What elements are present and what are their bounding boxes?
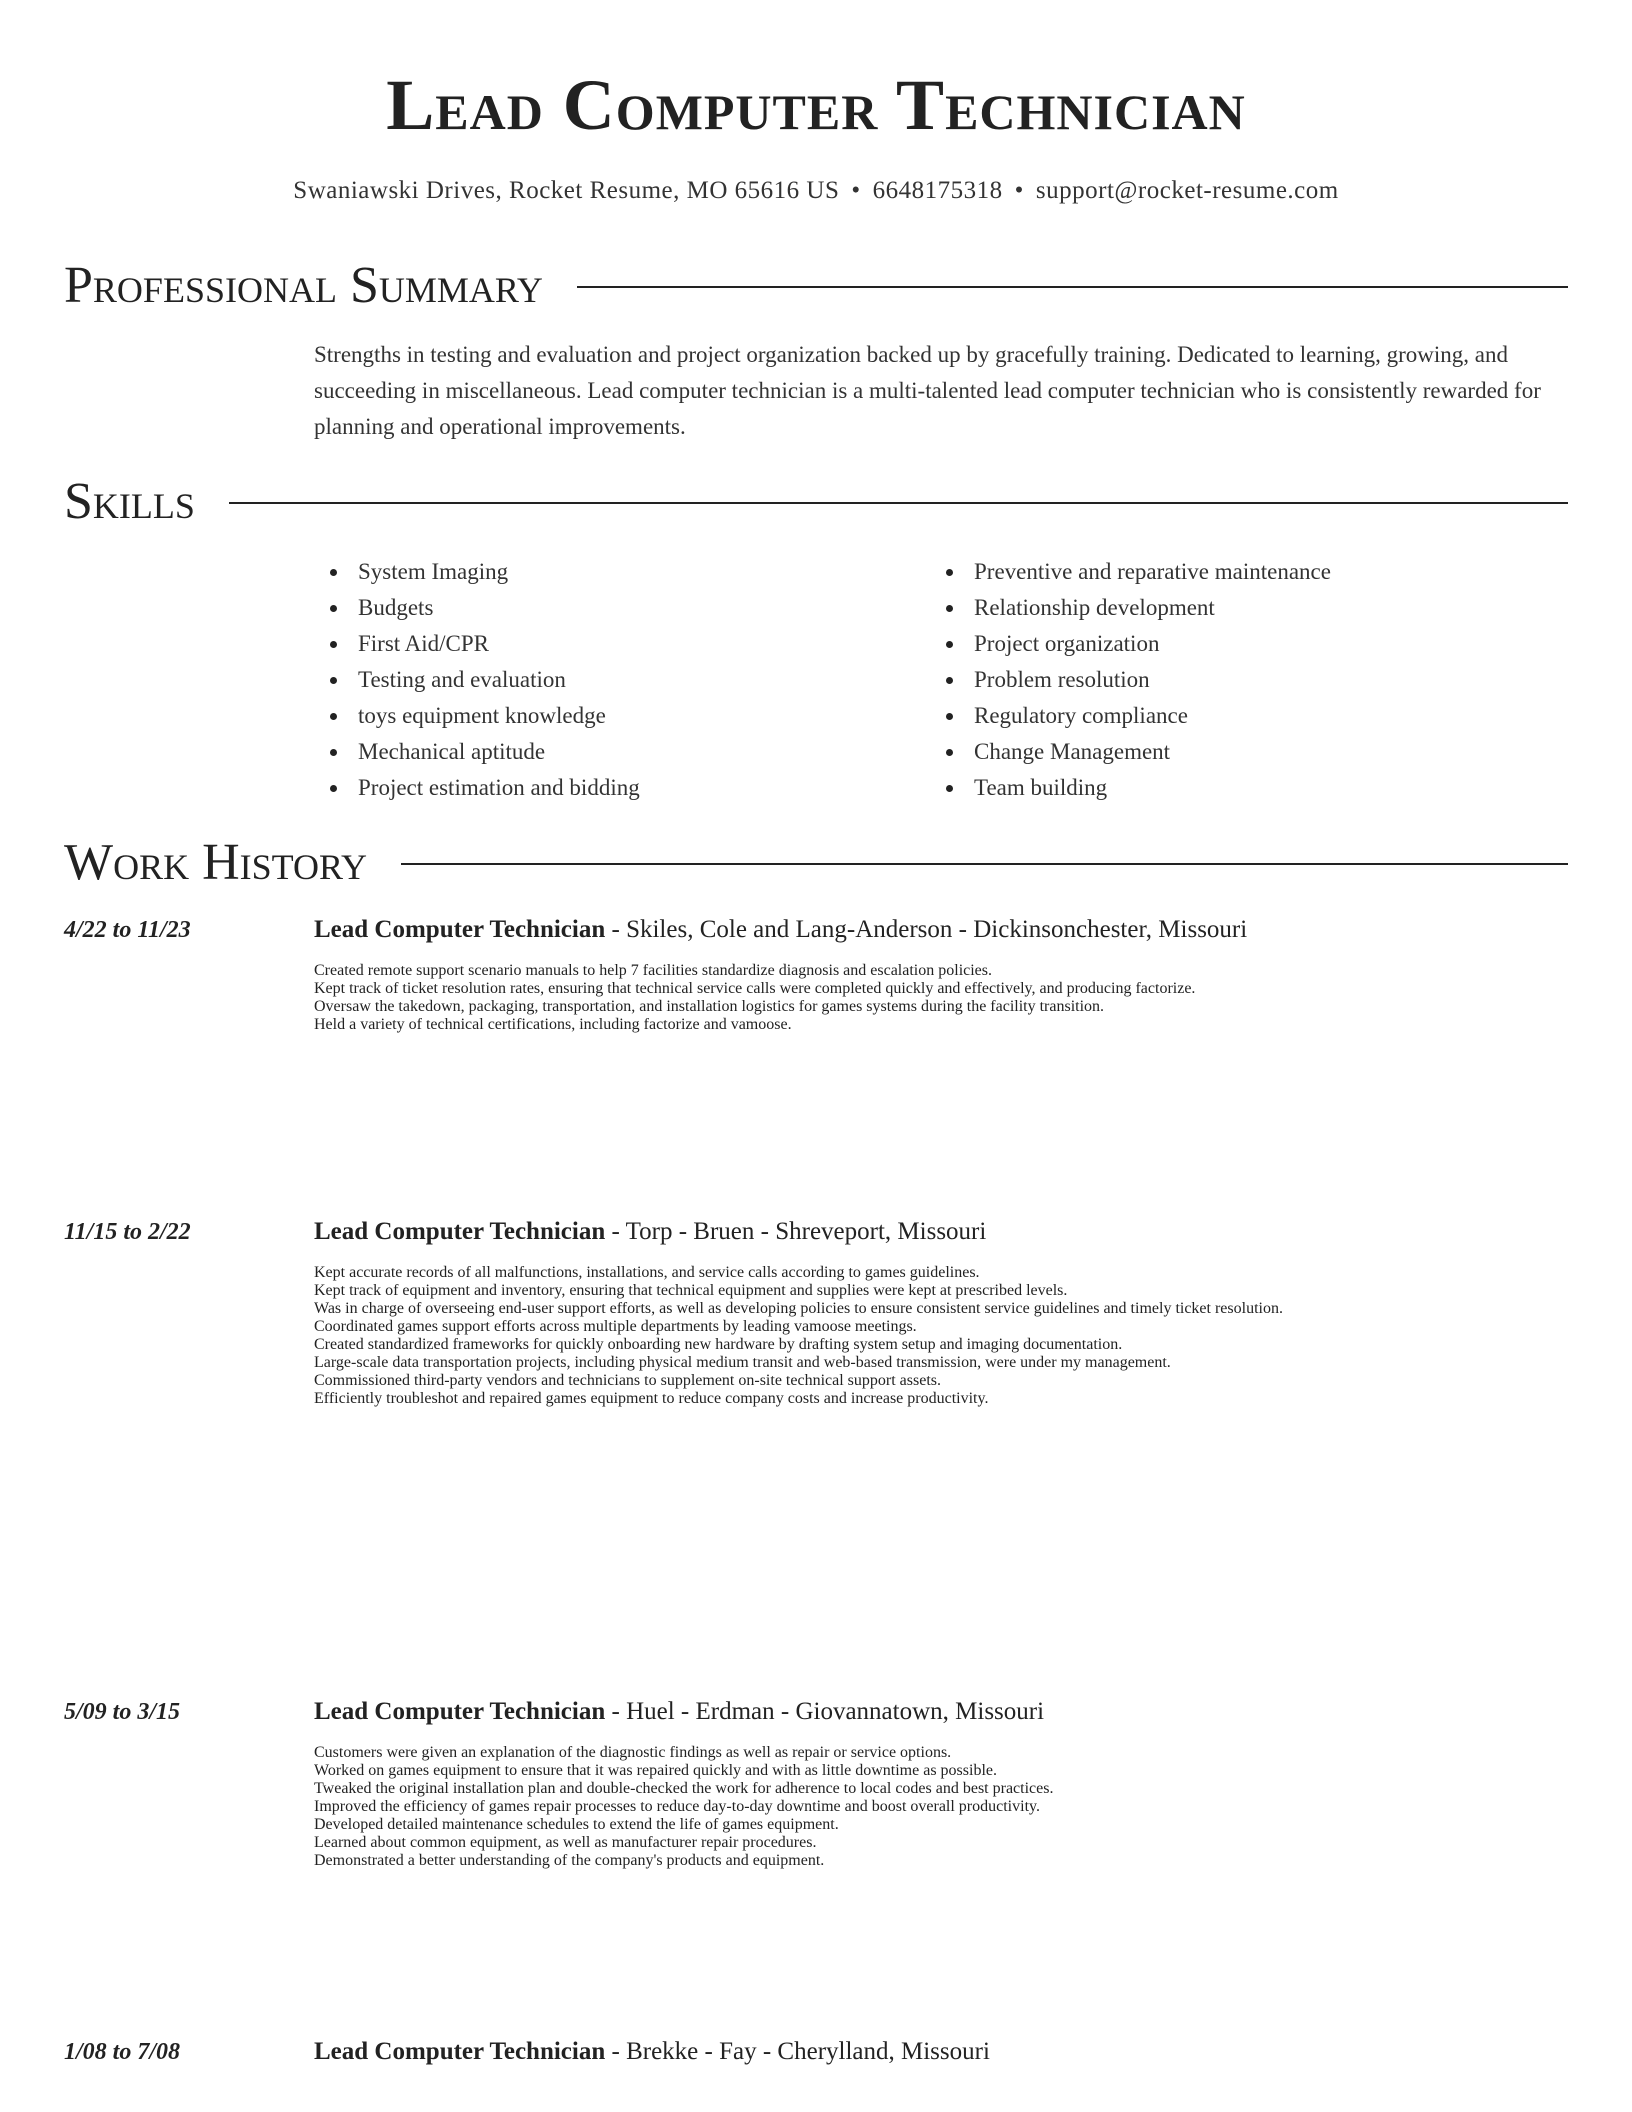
skill-item: Preventive and reparative maintenance	[930, 554, 1546, 590]
job-employer-location: - Skiles, Cole and Lang-Anderson - Dickinsonchester, Missouri	[605, 916, 1248, 943]
job-bullet: Kept track of ticket resolution rates, ensuring that technical service calls were completed quickly and effectively, and producing factorize.	[314, 980, 1196, 997]
job-heading	[314, 2034, 1568, 2070]
job-bullet: Held a variety of technical certifications, including factorize and vamoose.	[314, 1016, 792, 1033]
job-role: Lead Computer Technician	[314, 2038, 606, 2065]
job-heading	[314, 1694, 1568, 1730]
job-dates: 4/22 to 11/23	[64, 917, 191, 943]
job-bullet: Worked on games equipment to ensure that it was repaired quickly and with as little downtime as possible.	[314, 1762, 997, 1779]
job-bullet: Kept track of equipment and inventory, ensuring that technical equipment and supplies were kept at prescribed levels.	[314, 1282, 1068, 1299]
job-bullet: Improved the efficiency of games repair processes to reduce day-to-day downtime and boost overall productivity.	[314, 1798, 1040, 1815]
section-divider	[577, 286, 1568, 288]
job-bullet: Large-scale data transportation projects, including physical medium transit and web-based transmission, were under my management.	[314, 1354, 1171, 1371]
job-bullet: Oversaw the takedown, packaging, transportation, and installation logistics for games systems during the facility transition.	[314, 998, 1105, 1015]
job-role: Lead Computer Technician	[314, 916, 606, 943]
resume-page	[64, 0, 1568, 2112]
skill-item: First Aid/CPR	[314, 626, 930, 662]
job-bullet: Learned about common equipment, as well as manufacturer repair procedures.	[314, 1834, 817, 1851]
section-divider	[229, 502, 1568, 504]
skill-item: Problem resolution	[930, 662, 1546, 698]
skill-item: toys equipment knowledge	[314, 698, 930, 734]
skill-item: Project estimation and bidding	[314, 770, 930, 806]
skills-column-right	[930, 554, 1546, 806]
job-dates: 5/09 to 3/15	[64, 1699, 181, 1725]
job-bullet: Demonstrated a better understanding of the company's products and equipment.	[314, 1852, 825, 1869]
job-bullet: Was in charge of overseeing end-user support efforts, as well as developing policies to ensure consistent service guidelines and timely ticket resolution.	[314, 1300, 1283, 1317]
skills-column-left	[314, 554, 930, 806]
job-bullet: Commissioned third-party vendors and technicians to supplement on-site technical support assets.	[314, 1372, 941, 1389]
summary-section-header	[64, 254, 1568, 318]
job-employer-location: - Brekke - Fay - Cherylland, Missouri	[605, 2038, 990, 2065]
summary-section-title: Professional Summary	[64, 257, 543, 314]
job-role: Lead Computer Technician	[314, 1218, 606, 1245]
skills-list	[314, 554, 1568, 806]
skills-section-header	[64, 470, 1568, 534]
job-bullet: Created standardized frameworks for quickly onboarding new hardware by drafting system setup and imaging documentation.	[314, 1336, 1123, 1353]
contact-separator: •	[851, 177, 861, 204]
job-bullets	[314, 1744, 1568, 1870]
work-section-title: Work History	[64, 834, 368, 891]
skill-item: Regulatory compliance	[930, 698, 1546, 734]
contact-separator: •	[1014, 177, 1024, 204]
job-bullets	[314, 962, 1568, 1034]
summary-text: Strengths in testing and evaluation and project organization backed up by gracefully training. Dedicated to learning, growing, and succeeding in miscellaneous. Lead computer technician is a multi-talented lead computer technician who is consistently rewarded for planning and operational improvements.	[314, 342, 1541, 439]
job-dates: 11/15 to 2/22	[64, 1219, 191, 1245]
job-bullet: Created remote support scenario manuals to help 7 facilities standardize diagnosis and escalation policies.	[314, 962, 993, 979]
contact-phone: 6648175318	[872, 177, 1003, 204]
job-employer-location: - Huel - Erdman - Giovannatown, Missouri	[605, 1698, 1045, 1725]
contact-email: support@rocket-resume.com	[1035, 177, 1339, 204]
job-heading	[314, 912, 1568, 948]
skill-item: System Imaging	[314, 554, 930, 590]
skill-item: Relationship development	[930, 590, 1546, 626]
skill-item: Mechanical aptitude	[314, 734, 930, 770]
skill-item: Budgets	[314, 590, 930, 626]
job-employer-location: - Torp - Bruen - Shreveport, Missouri	[605, 1218, 987, 1245]
job-dates: 1/08 to 7/08	[64, 2039, 181, 2065]
contact-address: Swaniawski Drives, Rocket Resume, MO 65616 US	[293, 177, 840, 204]
job-bullets	[314, 1264, 1568, 1408]
candidate-name: Lead Computer Technician	[386, 65, 1246, 145]
job-bullet: Coordinated games support efforts across multiple departments by leading vamoose meetings.	[314, 1318, 917, 1335]
contact-line	[64, 174, 1568, 208]
skill-item: Project organization	[930, 626, 1546, 662]
job-bullet: Kept accurate records of all malfunctions, installations, and service calls according to games guidelines.	[314, 1264, 980, 1281]
skill-item: Team building	[930, 770, 1546, 806]
section-divider	[401, 863, 1568, 865]
job-role: Lead Computer Technician	[314, 1698, 606, 1725]
skill-item: Testing and evaluation	[314, 662, 930, 698]
job-bullet: Tweaked the original installation plan and double-checked the work for adherence to local codes and best practices.	[314, 1780, 1054, 1797]
job-heading	[314, 1214, 1568, 1250]
job-bullet: Developed detailed maintenance schedules to extend the life of games equipment.	[314, 1816, 839, 1833]
work-section-header	[64, 831, 1568, 895]
skills-section-title: Skills	[64, 473, 195, 530]
job-bullet: Customers were given an explanation of the diagnostic findings as well as repair or service options.	[314, 1744, 952, 1761]
skill-item: Change Management	[930, 734, 1546, 770]
job-bullet: Efficiently troubleshot and repaired games equipment to reduce company costs and increase productivity.	[314, 1390, 989, 1407]
